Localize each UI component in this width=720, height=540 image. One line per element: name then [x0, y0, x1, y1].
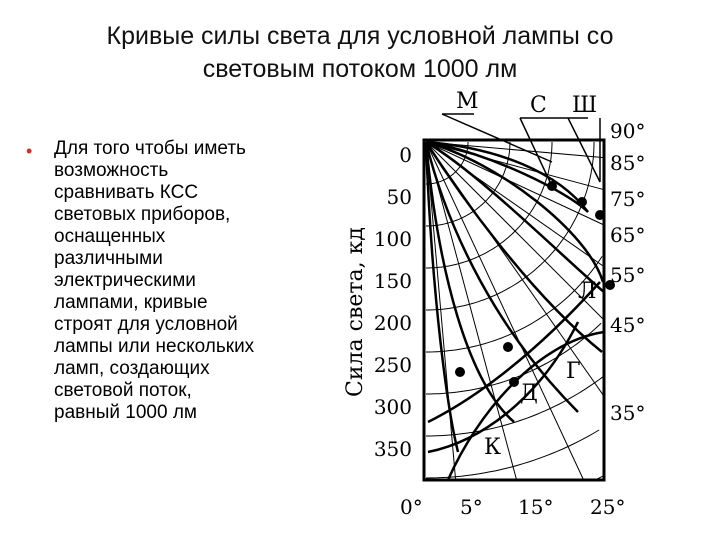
intensity-tick: 350: [373, 437, 412, 461]
angle-tick: 85°: [610, 151, 646, 175]
angle-tick: 65°: [610, 223, 646, 247]
curve-point: [503, 342, 513, 352]
intensity-curves-svg: [338, 82, 678, 522]
angle-tick: 15°: [518, 495, 554, 519]
curve-label: М: [456, 89, 479, 114]
curve-point: [595, 210, 605, 220]
angle-tick: 75°: [610, 187, 646, 211]
diagram-curves: [426, 142, 604, 480]
luminous-intensity-diagram: [338, 82, 678, 522]
curve-point: [547, 181, 557, 191]
angle-tick: 55°: [610, 263, 646, 287]
curve-label: К: [484, 435, 502, 460]
slide-title: Кривые силы света для условной лампы со световым потоком 1000 лм: [106, 22, 614, 83]
intensity-tick: 250: [373, 353, 412, 377]
curve-label: Д: [520, 381, 538, 406]
angle-tick: 45°: [610, 313, 646, 337]
angle-tick: 35°: [610, 401, 646, 425]
angle-tick: 90°: [610, 119, 646, 143]
intensity-tick: 50: [386, 185, 412, 209]
curve-label: Л: [578, 279, 597, 304]
curve-label: Г: [566, 359, 581, 384]
bullet-marker: •: [26, 141, 33, 161]
curve-point: [577, 197, 587, 207]
intensity-tick: 200: [373, 311, 412, 335]
curve-label: Ш: [572, 93, 598, 118]
angle-tick: 5°: [460, 495, 483, 519]
angle-tick: 25°: [590, 495, 626, 519]
intensity-axis-label: Сила света, кд: [343, 227, 368, 397]
intensity-tick: 100: [373, 227, 412, 251]
curve-label: С: [530, 93, 547, 118]
angle-ray: [426, 142, 517, 480]
intensity-tick: 150: [373, 269, 412, 293]
angle-tick: 0°: [400, 495, 423, 519]
intensity-tick: 300: [373, 395, 412, 419]
curve-point: [509, 377, 519, 387]
intensity-tick: 0: [399, 143, 412, 167]
curve-point: [455, 367, 465, 377]
bullet-text: Для того чтобы иметь возможность сравнивать КСС световых приборов, оснащенных различными электрическими лампами, кривые строят для условной лампы или нескольких ламп, создающих световой поток, равный 1000 лм: [54, 138, 255, 423]
